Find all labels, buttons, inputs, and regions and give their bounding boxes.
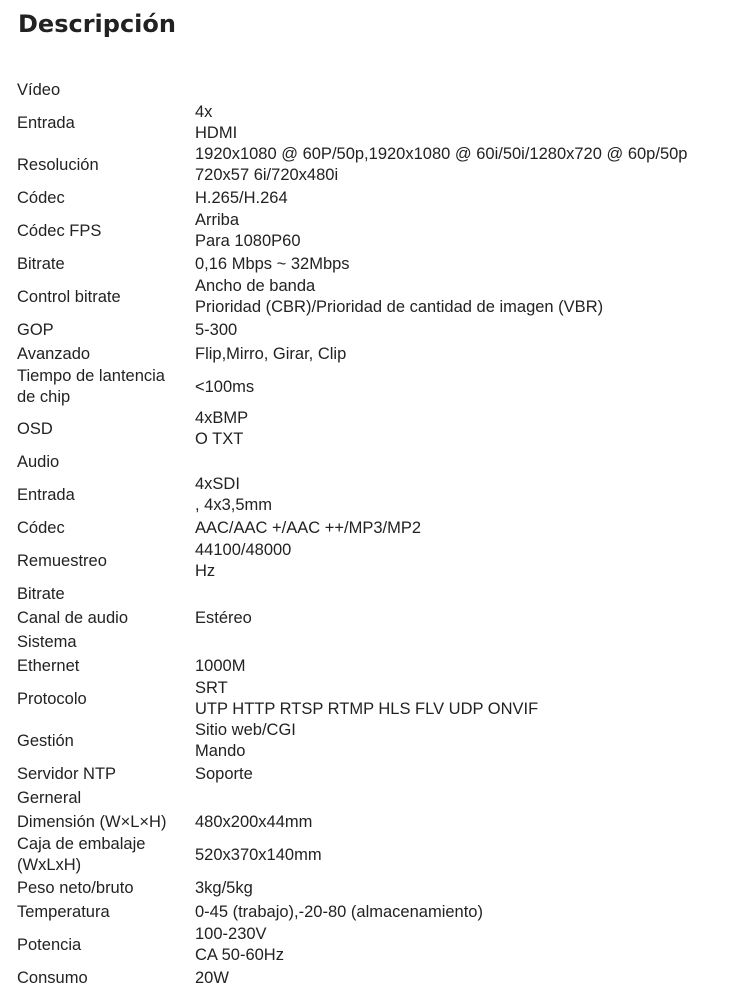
spec-value-line: Prioridad (CBR)/Prioridad de cantidad de imagen (VBR)	[195, 298, 604, 316]
spec-label	[15, 102, 193, 144]
spec-value	[193, 966, 689, 990]
spec-label-line: Caja de embalaje	[17, 835, 146, 853]
spec-label-line: Servidor NTP	[17, 764, 117, 783]
spec-label	[15, 678, 193, 720]
spec-label-line: Bitrate	[17, 254, 65, 273]
spec-label-line: OSD	[17, 419, 53, 438]
spec-value-line: 0,16 Mbps ~ 32Mbps	[195, 254, 350, 273]
spec-row	[15, 834, 689, 876]
spec-label-line: Bitrate	[17, 584, 65, 603]
spec-value-line: AAC/AAC +/AAC ++/MP3/MP2	[195, 518, 422, 537]
spec-label	[15, 924, 193, 966]
page-title: Descripción	[18, 10, 176, 38]
spec-value	[193, 786, 689, 810]
spec-label	[15, 540, 193, 582]
spec-value-line: H.265/H.264	[195, 188, 288, 207]
spec-label	[15, 810, 193, 834]
spec-value-line: CA 50-60Hz	[195, 946, 284, 964]
spec-label	[15, 630, 193, 654]
spec-label-line: de chip	[17, 388, 71, 406]
spec-row	[15, 186, 689, 210]
spec-value-line: 4x	[195, 103, 213, 121]
spec-value	[193, 654, 689, 678]
spec-value	[193, 606, 689, 630]
spec-value	[193, 810, 689, 834]
spec-value	[193, 276, 689, 318]
spec-row	[15, 252, 689, 276]
spec-value-line: Estéreo	[195, 608, 252, 627]
spec-value	[193, 876, 689, 900]
spec-label-line: Ethernet	[17, 656, 80, 675]
spec-label	[15, 966, 193, 990]
spec-row	[15, 654, 689, 678]
spec-value-line: Ancho de banda	[195, 277, 316, 295]
spec-label	[15, 720, 193, 762]
spec-label-line: Códec	[17, 518, 65, 537]
spec-label-line: (WxLxH)	[17, 856, 82, 874]
spec-row	[15, 450, 689, 474]
spec-value	[193, 252, 689, 276]
spec-row	[15, 786, 689, 810]
spec-row	[15, 408, 689, 450]
spec-label	[15, 786, 193, 810]
spec-label	[15, 318, 193, 342]
spec-value	[193, 342, 689, 366]
spec-label	[15, 876, 193, 900]
spec-label-line: Gestión	[17, 731, 74, 750]
spec-row	[15, 678, 689, 720]
spec-value-line: 20W	[195, 968, 229, 987]
spec-label	[15, 252, 193, 276]
spec-value-line: 1920x1080 @ 60P/50p,1920x1080 @ 60i/50i/1280x720 @ 60p/50p	[195, 145, 688, 163]
spec-label-line: Protocolo	[17, 689, 87, 708]
spec-value	[193, 540, 689, 582]
spec-label-line: Resolución	[17, 155, 99, 174]
spec-value	[193, 366, 689, 408]
spec-value	[193, 516, 689, 540]
spec-row	[15, 318, 689, 342]
spec-value-line: <100ms	[195, 377, 255, 396]
spec-label	[15, 210, 193, 252]
spec-row	[15, 144, 689, 186]
spec-value-line: Hz	[195, 562, 216, 580]
spec-table-body	[15, 78, 689, 990]
spec-value-line: Flip,Mirro, Girar, Clip	[195, 344, 347, 363]
spec-label-line: Códec FPS	[17, 221, 102, 240]
spec-row	[15, 540, 689, 582]
spec-value-line: UTP HTTP RTSP RTMP HLS FLV UDP ONVIF	[195, 700, 539, 718]
spec-label	[15, 408, 193, 450]
spec-value	[193, 720, 689, 762]
spec-label-line: Audio	[17, 452, 60, 471]
spec-label-line: Temperatura	[17, 902, 110, 921]
spec-row	[15, 606, 689, 630]
spec-label-line: Control bitrate	[17, 287, 121, 306]
spec-label-line: GOP	[17, 320, 54, 339]
spec-label	[15, 366, 193, 408]
spec-row	[15, 366, 689, 408]
spec-row	[15, 78, 689, 102]
spec-label	[15, 834, 193, 876]
spec-label	[15, 474, 193, 516]
spec-value	[193, 474, 689, 516]
spec-value-line: 720x57 6i/720x480i	[195, 166, 339, 184]
spec-row	[15, 276, 689, 318]
spec-label-line: Códec	[17, 188, 65, 207]
spec-value	[193, 210, 689, 252]
spec-value	[193, 924, 689, 966]
spec-value-line: HDMI	[195, 124, 238, 142]
spec-value	[193, 144, 689, 186]
spec-value-line: Para 1080P60	[195, 232, 301, 250]
spec-row	[15, 102, 689, 144]
spec-label	[15, 450, 193, 474]
spec-label-line: Vídeo	[17, 80, 61, 99]
spec-label-line: Avanzado	[17, 344, 91, 363]
spec-row	[15, 210, 689, 252]
spec-value-line: 520x370x140mm	[195, 845, 322, 864]
spec-label-line: Canal de audio	[17, 608, 129, 627]
spec-label	[15, 144, 193, 186]
spec-value-line: 5-300	[195, 320, 238, 339]
spec-value	[193, 582, 689, 606]
spec-table	[15, 78, 689, 990]
spec-value-line: 100-230V	[195, 925, 267, 943]
spec-value-line: 1000M	[195, 656, 246, 675]
spec-value-line: O TXT	[195, 430, 244, 448]
spec-value-line: Sitio web/CGI	[195, 721, 296, 739]
spec-value-line: 4xSDI	[195, 475, 240, 493]
spec-value	[193, 762, 689, 786]
spec-row	[15, 516, 689, 540]
spec-value-line: Mando	[195, 742, 246, 760]
spec-label-line: Dimensión (W×L×H)	[17, 812, 167, 831]
spec-label	[15, 342, 193, 366]
spec-label	[15, 516, 193, 540]
spec-row	[15, 342, 689, 366]
spec-label	[15, 78, 193, 102]
spec-value	[193, 186, 689, 210]
spec-row	[15, 810, 689, 834]
spec-value-line: 0-45 (trabajo),-20-80 (almacenamiento)	[195, 902, 483, 921]
spec-row	[15, 762, 689, 786]
spec-value-line: 3kg/5kg	[195, 878, 253, 897]
spec-value	[193, 408, 689, 450]
spec-row	[15, 900, 689, 924]
spec-label-line: Remuestreo	[17, 551, 107, 570]
spec-value	[193, 78, 689, 102]
spec-value	[193, 834, 689, 876]
spec-label	[15, 606, 193, 630]
spec-row	[15, 966, 689, 990]
spec-value	[193, 318, 689, 342]
spec-row	[15, 924, 689, 966]
spec-label-line: Gerneral	[17, 788, 82, 807]
spec-label	[15, 582, 193, 606]
spec-value-line: 4xBMP	[195, 409, 249, 427]
spec-row	[15, 582, 689, 606]
spec-row	[15, 720, 689, 762]
spec-value-line: Soporte	[195, 764, 253, 783]
spec-label-line: Tiempo de lantencia	[17, 367, 165, 385]
spec-row	[15, 474, 689, 516]
spec-value	[193, 102, 689, 144]
spec-label	[15, 900, 193, 924]
spec-value	[193, 900, 689, 924]
spec-label	[15, 654, 193, 678]
spec-label-line: Entrada	[17, 113, 75, 132]
spec-label	[15, 762, 193, 786]
spec-value-line: 480x200x44mm	[195, 812, 313, 831]
spec-label	[15, 186, 193, 210]
spec-label-line: Potencia	[17, 935, 82, 954]
spec-value-line: Arriba	[195, 211, 240, 229]
spec-value-line: 44100/48000	[195, 541, 292, 559]
spec-value-line: , 4x3,5mm	[195, 496, 273, 514]
spec-label-line: Consumo	[17, 968, 88, 987]
spec-row	[15, 876, 689, 900]
spec-row	[15, 630, 689, 654]
spec-label	[15, 276, 193, 318]
spec-value-line: SRT	[195, 679, 228, 697]
spec-label-line: Entrada	[17, 485, 75, 504]
spec-value	[193, 630, 689, 654]
spec-value	[193, 450, 689, 474]
spec-label-line: Peso neto/bruto	[17, 878, 134, 897]
spec-value	[193, 678, 689, 720]
spec-label-line: Sistema	[17, 632, 77, 651]
